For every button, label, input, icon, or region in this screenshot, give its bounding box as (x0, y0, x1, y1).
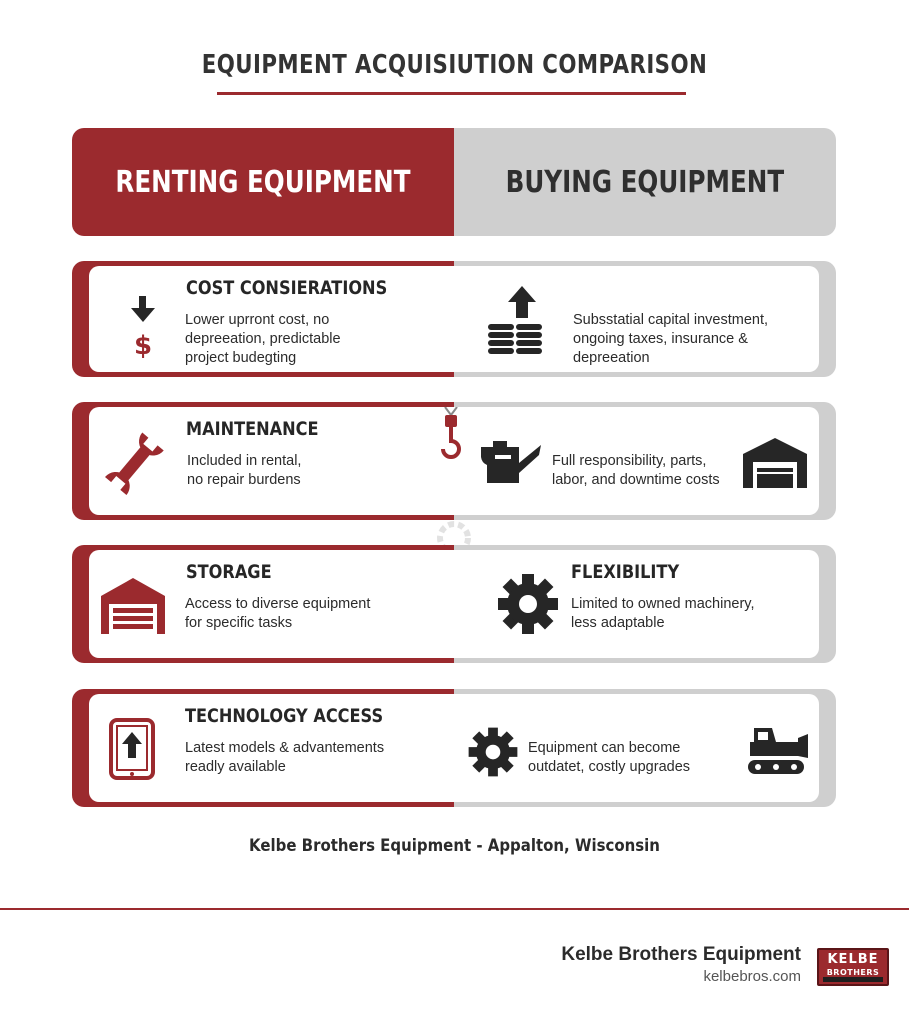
maintenance-renting-desc: Included in rental, no repair burdens (187, 453, 302, 488)
comparison-header (72, 128, 836, 236)
cost-renting-desc: Lower uprront cost, no depreeation, predictable project budegting (185, 312, 341, 366)
title-underline (217, 92, 686, 95)
technology-heading: TECHNOLOGY ACCESS (185, 705, 384, 727)
maintenance-heading: MAINTENANCE (186, 418, 319, 440)
logo-top-text: KELBE (827, 952, 879, 967)
cost-heading: COST CONSIERATIONS (186, 277, 388, 299)
renting-header-label: RENTING EQUIPMENT (115, 164, 411, 200)
row-cost (72, 261, 836, 377)
row-maintenance (72, 402, 836, 520)
flexibility-heading: FLEXIBILITY (571, 561, 680, 583)
logo-strip (823, 977, 883, 982)
footer-location: Kelbe Brothers Equipment - Appalton, Wisconsin (249, 836, 660, 856)
row-technology (72, 689, 836, 807)
cost-buying-desc: Subsstatial capital investment, ongoing taxes, insurance & depreeation (573, 312, 769, 366)
buying-header (454, 128, 836, 236)
footer-divider (0, 908, 909, 910)
wrench-icon (103, 431, 167, 495)
page-title: EQUIPMENT ACQUISIUTION COMPARISON (201, 50, 708, 80)
storage-heading: STORAGE (186, 561, 272, 583)
svg-text:$: $ (133, 331, 153, 358)
logo-bottom-text: BROTHERS (826, 968, 880, 977)
storage-renting-desc: Access to diverse equipment for specific tasks (185, 596, 371, 631)
coin-stacks-up-arrow-icon (484, 284, 548, 358)
gear-icon (496, 572, 560, 636)
crane-hook-icon (439, 407, 463, 465)
gear-icon (467, 726, 519, 778)
garage-door-icon (99, 576, 167, 634)
tablet-upload-icon (109, 718, 155, 780)
flexibility-buying-desc: Limited to owned machinery, less adaptable (571, 596, 755, 631)
oil-can-icon (479, 435, 543, 487)
row-storage-flexibility (72, 545, 836, 663)
renting-header (72, 128, 454, 236)
bulldozer-icon (746, 724, 810, 776)
brand-name: Kelbe Brothers Equipment (561, 944, 801, 965)
garage-icon (741, 436, 809, 488)
maintenance-buying-desc: Full responsibility, parts, labor, and downtime costs (552, 453, 720, 488)
buying-header-label: BUYING EQUIPMENT (505, 164, 785, 200)
down-arrow-dollar-icon (127, 294, 159, 358)
technology-renting-desc: Latest models & advantements readly available (185, 740, 385, 775)
kelbe-brothers-logo (817, 948, 889, 986)
technology-buying-desc: Equipment can become outdatet, costly upgrades (528, 740, 691, 775)
brand-url[interactable]: kelbebros.com (703, 968, 801, 985)
